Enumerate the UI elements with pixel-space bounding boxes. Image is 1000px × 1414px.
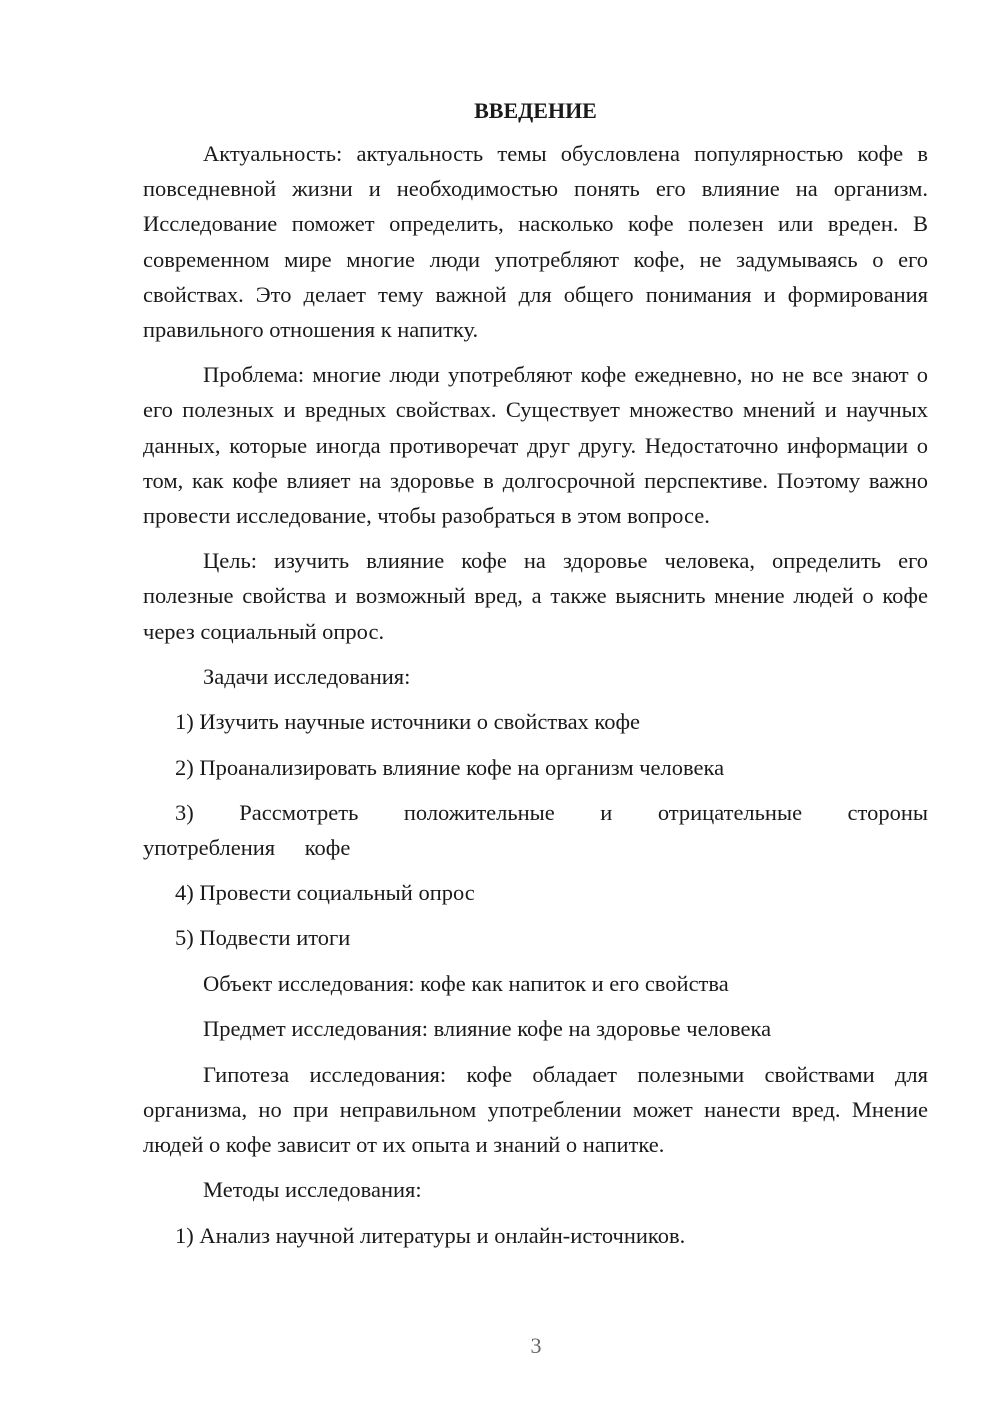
document-page bbox=[143, 94, 928, 1263]
tasks-heading: Задачи исследования: bbox=[203, 663, 411, 689]
task-item: 4) Провести социальный опрос bbox=[175, 880, 475, 906]
tasks-list bbox=[143, 704, 928, 955]
task-item: 1) Изучить научные источники о свойствах кофе bbox=[175, 709, 641, 735]
goal-paragraph: Цель: изучить влияние кофе на здоровье человека, определить его полезные свойства и возможный вред, а также выяснить мнение людей о кофе через социальный опрос. bbox=[143, 548, 928, 644]
methods-heading: Методы исследования: bbox=[203, 1177, 422, 1203]
task-item: 3) Рассмотреть положительные и отрицательные стороны употребления кофе bbox=[143, 799, 928, 861]
task-item: 5) Подвести итоги bbox=[175, 925, 351, 951]
hypothesis-paragraph: Гипотеза исследования: кофе обладает полезными свойствами для организма, но при неправильном употреблении может нанести вред. Мнение людей о кофе зависит от их опыта и знаний о напитке. bbox=[143, 1061, 928, 1158]
problem-paragraph: Проблема: многие люди употребляют кофе ежедневно, но не все знают о его полезных и вредных свойствах. Существует множество мнений и научных данных, которые иногда противоречат друг другу. Недостаточно информации о том, как кофе влияет на здоровье в долгосрочной перспективе. Поэтому важно провести исследование, чтобы разобраться в этом вопросе. bbox=[143, 362, 928, 529]
relevance-paragraph: Актуальность: актуальность темы обусловлена популярностью кофе в повседневной жизни и необходимостью понять его влияние на организм. Исследование поможет определить, насколько кофе полезен или вреден. В современном мире многие люди употребляют кофе, не задумываясь о его свойствах. Это делает тему важной для общего понимания и формирования правильного отношения к напитку. bbox=[143, 141, 928, 343]
methods-list bbox=[143, 1218, 928, 1253]
object-paragraph: Объект исследования: кофе как напиток и его свойства bbox=[203, 970, 729, 996]
task-item: 2) Проанализировать влияние кофе на организм человека bbox=[175, 754, 725, 780]
page-title: ВВЕДЕНИЕ bbox=[474, 98, 597, 123]
subject-paragraph: Предмет исследования: влияние кофе на здоровье человека bbox=[203, 1016, 772, 1042]
page-number: 3 bbox=[530, 1333, 542, 1358]
method-item: 1) Анализ научной литературы и онлайн-источников. bbox=[175, 1223, 686, 1249]
